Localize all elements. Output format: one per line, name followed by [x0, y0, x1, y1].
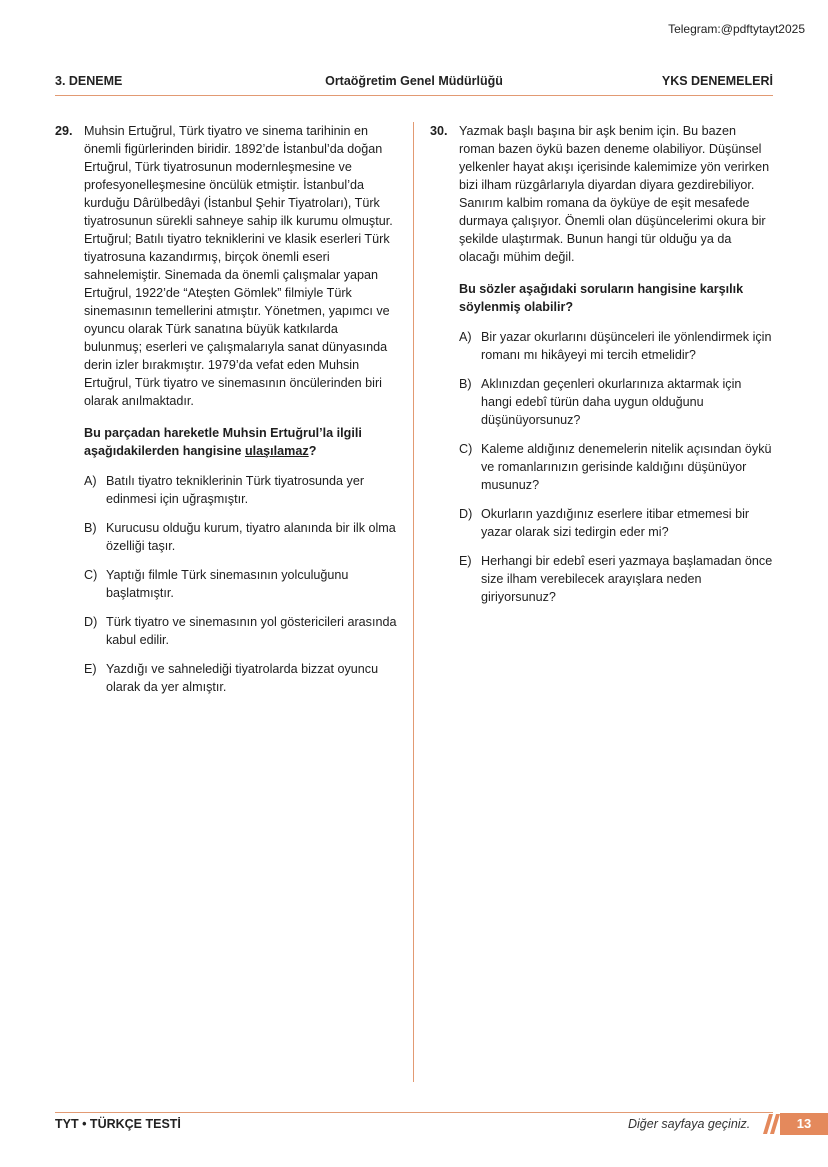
ministry-name: Ortaöğretim Genel Müdürlüğü — [325, 74, 503, 88]
option-d[interactable]: D) Okurların yazdığınız eserlere itibar etmemesi bir yazar olarak sizi tedirgin eder mi? — [459, 507, 750, 539]
decorative-stripes — [763, 1114, 781, 1134]
header-divider — [55, 95, 773, 96]
question-number: 29. — [55, 124, 73, 138]
option-c[interactable]: C) Yaptığı filmle Türk sinemasının yolculuğunu başlatmıştır. — [84, 568, 349, 600]
option-e[interactable]: E) Herhangi bir edebî eseri yazmaya başlamadan önce size ilham verebilecek arayışlara neden giriyorsunuz? — [459, 554, 773, 604]
page-header — [55, 74, 773, 94]
question-prompt: Bu parçadan hareketle Muhsin Ertuğrul’la ilgili aşağıdakilerden hangisine ulaşılamaz? — [84, 426, 362, 458]
column-divider — [413, 122, 414, 1082]
test-name: TYT • TÜRKÇE TESTİ — [55, 1117, 181, 1131]
question-29 — [55, 122, 397, 707]
exam-name: 3. DENEME — [55, 74, 123, 88]
option-c[interactable]: C) Kaleme aldığınız denemelerin nitelik açısından öykü ve romanlarınızın gerisinde kaldığını düşünüyor musunuz? — [459, 442, 772, 492]
question-prompt: Bu sözler aşağıdaki soruların hangisine karşılık söylenmiş olabilir? — [459, 282, 744, 314]
question-number: 30. — [430, 124, 448, 138]
option-e[interactable]: E) Yazdığı ve sahnelediği tiyatrolarda bizzat oyuncu olarak da yer almıştır. — [84, 662, 379, 694]
option-b[interactable]: B) Aklınızdan geçenleri okurlarınıza aktarmak için hangi edebî türün daha uygun olduğunu düşünüyorsunuz? — [459, 377, 742, 427]
next-page-note: Diğer sayfaya geçiniz. — [628, 1117, 751, 1131]
question-30 — [430, 122, 775, 617]
underlined-keyword: ulaşılamaz — [244, 444, 309, 458]
option-d[interactable]: D) Türk tiyatro ve sinemasının yol göstericileri arasında kabul edilir. — [84, 615, 397, 647]
telegram-watermark: Telegram:@pdftytayt2025 — [668, 22, 805, 36]
question-stem: Muhsin Ertuğrul, Türk tiyatro ve sinema tarihinin en önemli figürlerinden biridir. 1892’de İstanbul’da doğan Ertuğrul, Türk tiyatrosunun modernleşmesine ve profesyonelleşmesine öncülük etmiştir. İstanbul’da kurduğu Dârülbedâyi (İstanbul Şehir Tiyatroları), Türk tiyatrosunun sürekli sahneye sahip ilk kurumu olmuştur. Ertuğrul; Batılı tiyatro tekniklerini ve klasik eserleri Türk tiyatrosuna kazandırmış, birçok önemli eseri sahnelemiştir. Sinemada da önemli çalışmalar yapan Ertuğrul, 1922’de “Ateşten Gömlek” filmiyle Türk sinemasının temellerini atmıştır. Yönetmen, yapımcı ve oyuncu olarak Türk sanatına büyük katkılarda bulunmuş; eserleri ve çalışmalarıyla sanat dünyasında derin izler bırakmıştır. 1979’da vefat eden Muhsin Ertuğrul, Türk tiyatro ve sinemasının öncülerinden biri olarak anılmaktadır. — [84, 124, 393, 408]
page-number: 13 — [780, 1113, 828, 1135]
question-stem: Yazmak başlı başına bir aşk benim için. Bu bazen roman bazen öykü bazen deneme olabiliyor. Düşünsel yelkenler hayat akışı içerisinde kalemimize yön verirken bizi ilham rüzgârlarıyla diyardan diyara gezdirebiliyor. Sanırım kalbim romana da öyküye de eşit mesafede durmaya çalışıyor. Önemli olan düşüncelerimi okura bir şekilde ulaştırmak. Bunun hangi tür olduğu ya da olacağı mühim değil. — [459, 124, 770, 264]
footer-divider — [55, 1112, 773, 1113]
option-b[interactable]: B) Kurucusu olduğu kurum, tiyatro alanında bir ilk olma özelliği taşır. — [84, 521, 396, 553]
option-a[interactable]: A) Bir yazar okurlarını düşünceleri ile yönlendirmek için romanı mı hikâyeyi mi tercih etmelidir? — [459, 330, 772, 362]
option-a[interactable]: A) Batılı tiyatro tekniklerinin Türk tiyatrosunda yer edinmesi için uğraşmıştır. — [84, 474, 365, 506]
series-name: YKS DENEMELERİ — [661, 74, 773, 88]
